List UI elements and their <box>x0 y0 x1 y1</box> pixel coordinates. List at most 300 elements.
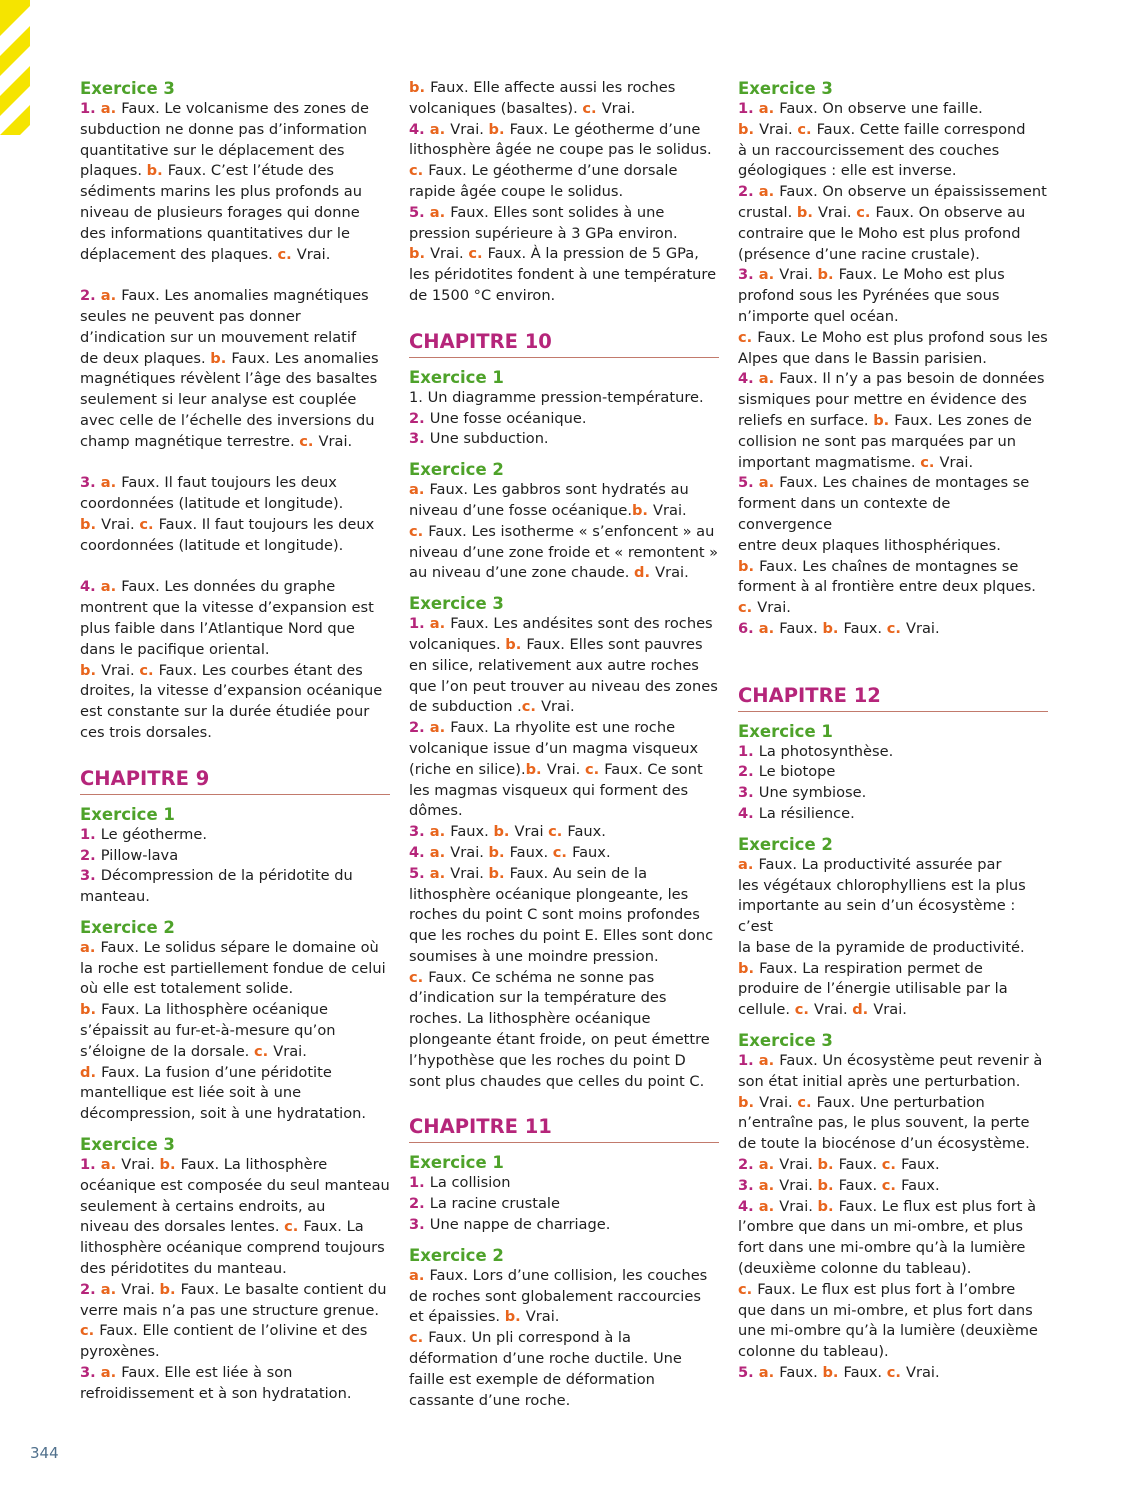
answer-letter: a. <box>758 1052 780 1070</box>
question-number: 1. <box>738 1052 759 1070</box>
answer-line <box>409 224 719 245</box>
answer-line <box>409 656 719 677</box>
answer-text: Faux. <box>450 823 494 841</box>
answer-text: Faux. Il n’y a pas besoin de données <box>779 370 1045 388</box>
answer-line <box>738 390 1048 411</box>
answer-text: Faux. La productivité assurée par <box>758 855 1002 873</box>
answer-line <box>409 1173 719 1194</box>
answer-text: Vrai. <box>541 698 575 716</box>
question-number: 2. <box>738 1156 759 1174</box>
chapter-heading: CHAPITRE 11 <box>409 1114 719 1143</box>
answer-text: plus faible dans l’Atlantique Nord que <box>80 619 355 637</box>
answer-line <box>409 265 719 286</box>
answer-text: volcanique issue d’un magma visqueux <box>409 739 699 757</box>
answer-line <box>80 515 390 536</box>
answer-text: Vrai. <box>296 245 331 263</box>
answer-letter: c. <box>738 599 758 617</box>
answer-text: faille est exemple de déformation <box>409 1370 655 1388</box>
answer-line <box>738 286 1048 307</box>
answer-letter: a. <box>100 474 122 492</box>
answer-letter: a. <box>429 843 451 861</box>
answer-text: Vrai. <box>450 843 489 861</box>
answer-letter: a. <box>100 578 122 596</box>
answer-text: niveau d’une zone froide et « remontent » <box>409 543 719 561</box>
answer-line <box>738 598 1048 619</box>
answer-text: que dans un mi-ombre, et plus fort dans <box>738 1301 1033 1319</box>
answer-letter: b. <box>146 162 168 180</box>
answer-line <box>409 1307 719 1328</box>
answer-text: Vrai. <box>779 1176 818 1194</box>
answer-line <box>80 432 390 453</box>
answer-letter: c. <box>794 1001 814 1019</box>
answer-line <box>80 224 390 245</box>
answer-text: à un raccourcissement des couches <box>738 141 1000 159</box>
answer-text: les péridotites fondent à une température <box>409 266 717 284</box>
answer-text: Faux. Les données du graphe <box>121 578 336 596</box>
answer-line <box>80 307 390 328</box>
answer-line <box>80 286 390 307</box>
answer-text: sédiments marins les plus profonds au <box>80 183 362 201</box>
answer-text: Faux. Un écosystème peut revenir à <box>779 1052 1043 1070</box>
answer-text: géologiques : elle est inverse. <box>738 162 957 180</box>
answer-line <box>409 286 719 307</box>
exercise-heading: Exercice 1 <box>738 721 833 741</box>
answer-text: Faux. Elles sont solides à une <box>450 203 665 221</box>
question-number: 1. <box>80 825 101 843</box>
answer-letter: a. <box>758 474 780 492</box>
answer-letter: b. <box>505 635 527 653</box>
answer-text: Vrai. <box>121 1156 160 1174</box>
answer-text: Faux. Le solidus sépare le domaine où <box>100 938 379 956</box>
answer-text: Faux. Le flux est plus fort à <box>838 1197 1037 1215</box>
answer-text: La résilience. <box>758 804 855 822</box>
answer-line <box>80 1104 390 1125</box>
answer-text: Faux. <box>572 843 611 861</box>
answer-text: n’entraîne pas, le plus souvent, la perte <box>738 1114 1030 1132</box>
answer-text: Une symbiose. <box>758 784 867 802</box>
answer-text: sismiques pour mettre en évidence des <box>738 391 1027 409</box>
answer-text: Faux. Il faut toujours les deux <box>121 474 337 492</box>
answer-text: Faux. Le Moho est plus <box>838 266 1005 284</box>
answer-text: refroidissement et à son hydratation. <box>80 1384 352 1402</box>
answer-text: Vrai. <box>653 501 687 519</box>
answer-text: sont plus chaudes que celles du point C. <box>409 1072 705 1090</box>
answer-line <box>80 887 390 908</box>
answer-line <box>738 141 1048 162</box>
answer-letter: c. <box>409 522 429 540</box>
answer-line <box>738 1321 1048 1342</box>
answer-text: Vrai. <box>873 1001 907 1019</box>
exercise-heading: Exercice 1 <box>80 804 175 824</box>
answer-text: Faux. La lithosphère océanique <box>101 1001 329 1019</box>
answer-line <box>409 1072 719 1093</box>
question-number: 4. <box>738 370 759 388</box>
answer-letter: b. <box>159 1280 181 1298</box>
exercise-heading: Exercice 3 <box>738 79 833 98</box>
answer-line <box>409 244 719 265</box>
answer-letter: a. <box>758 183 780 201</box>
answer-text: la roche est partiellement fondue de celui <box>80 959 386 977</box>
question-number: 6. <box>738 619 759 637</box>
answer-text: Vrai. <box>779 1156 818 1174</box>
answer-text: Faux. <box>838 1156 882 1174</box>
answer-text: Faux. Le Moho est plus profond sous les <box>757 328 1048 346</box>
answer-line <box>409 161 719 182</box>
answer-line <box>738 876 1048 897</box>
answer-line <box>738 203 1048 224</box>
answer-text: Vrai. <box>939 453 974 471</box>
answer-line <box>80 1217 390 1238</box>
answer-letter: a. <box>100 1280 122 1298</box>
answer-text: Faux. <box>567 823 606 841</box>
answer-line <box>80 640 390 661</box>
question-number: 3. <box>738 784 759 802</box>
answer-line <box>80 959 390 980</box>
answer-text: plaques. <box>80 162 147 180</box>
answer-text: n’importe quel océan. <box>738 307 899 325</box>
answer-text: produire de l’énergie utilisable par la <box>738 980 1008 998</box>
answer-line <box>80 702 390 723</box>
answer-line <box>738 1342 1048 1363</box>
answer-line <box>738 762 1048 783</box>
answer-text: Faux. Les andésites sont des roches <box>450 615 713 633</box>
answer-letter: c. <box>409 162 429 180</box>
answer-letter: c. <box>797 120 817 138</box>
answer-letter: a. <box>100 287 122 305</box>
answer-text: Faux. Il faut toujours les deux <box>158 515 375 533</box>
answer-letter: b. <box>738 120 760 138</box>
answer-text: (riche en silice). <box>409 760 526 778</box>
answer-line <box>409 968 719 989</box>
answer-letter: d. <box>80 1063 102 1081</box>
answer-line <box>409 822 719 843</box>
answer-line <box>738 473 1048 494</box>
answer-line <box>80 369 390 390</box>
answer-text: La racine crustale <box>429 1195 560 1213</box>
answer-text: la base de la pyramide de productivité. <box>738 938 1025 956</box>
answer-letter: a. <box>429 719 451 737</box>
answer-text: Vrai. <box>450 120 489 138</box>
answer-letter: a. <box>758 370 780 388</box>
answer-line <box>80 203 390 224</box>
answer-text: Faux. <box>838 1176 882 1194</box>
answer-line <box>738 979 1048 1000</box>
answer-letter: a. <box>100 1364 122 1382</box>
answer-line <box>409 501 719 522</box>
question-number: 3. <box>80 867 101 885</box>
answer-text: coordonnées (latitude et longitude). <box>80 536 344 554</box>
answer-line <box>409 522 719 543</box>
answer-letter: c. <box>468 245 488 263</box>
answer-line <box>409 120 719 141</box>
answer-text: Faux. <box>509 843 553 861</box>
answer-text: contraire que le Moho est plus profond <box>738 224 1021 242</box>
answer-text: importante au sein d’un écosystème : c’est <box>738 897 1016 936</box>
exercise-heading: Exercice 3 <box>80 79 175 98</box>
answer-line <box>409 388 719 409</box>
answer-letter: a. <box>409 481 430 499</box>
answer-letter: c. <box>139 661 159 679</box>
paragraph-gap <box>738 640 1048 661</box>
answer-text: Faux. Le flux est plus fort à l’ombre <box>757 1280 1016 1298</box>
answer-letter: a. <box>429 823 451 841</box>
question-number: 3. <box>80 474 101 492</box>
answers-column-1 <box>80 78 390 1405</box>
answer-text: l’ombre que dans un mi-ombre, et plus <box>738 1218 1024 1236</box>
answer-line <box>409 543 719 564</box>
answer-text: Vrai. <box>101 661 140 679</box>
answer-line <box>738 1197 1048 1218</box>
answer-line <box>738 1176 1048 1197</box>
answer-text: Vrai. <box>601 99 636 117</box>
answer-line <box>80 1197 390 1218</box>
answer-text: seulement si leur analyse est couplée <box>80 391 357 409</box>
answer-letter: b. <box>631 501 654 519</box>
answer-text: des informations quantitatives dur le <box>80 224 350 242</box>
answer-text: magnétiques révèlent l’âge des basaltes <box>80 370 378 388</box>
paragraph-gap <box>80 557 390 578</box>
answer-letter: b. <box>80 515 102 533</box>
answer-line <box>80 846 390 867</box>
answer-letter: c. <box>881 1156 902 1174</box>
exercise-heading: Exercice 3 <box>80 1135 175 1155</box>
answer-text: Vrai. <box>757 599 791 617</box>
answer-letter: c. <box>552 843 573 861</box>
answer-text: entre deux plaques lithosphériques. <box>738 536 1001 554</box>
answer-text: Vrai. <box>121 1280 160 1298</box>
answer-letter: c. <box>856 203 876 221</box>
question-number: 2. <box>409 409 430 427</box>
answer-letter: b. <box>796 203 818 221</box>
answer-line <box>409 926 719 947</box>
answer-text: lithosphère océanique plongeante, les <box>409 885 689 903</box>
answer-text: Vrai. <box>655 564 689 582</box>
answer-line <box>80 1063 390 1084</box>
answer-text: d’indication sur la température des <box>409 989 667 1007</box>
answer-letter: b. <box>488 864 510 882</box>
answer-letter: b. <box>504 1308 526 1326</box>
answer-text: Faux. Les anomalies magnétiques <box>121 287 369 305</box>
answer-text: important magmatisme. <box>738 453 921 471</box>
answer-text: roches. La lithosphère océanique <box>409 1010 651 1028</box>
answer-letter: a. <box>758 1364 780 1382</box>
answer-line <box>409 988 719 1009</box>
answer-letter: a. <box>100 1156 122 1174</box>
answer-line <box>80 473 390 494</box>
answer-line <box>80 723 390 744</box>
question-number: 4. <box>738 804 759 822</box>
answer-line <box>80 120 390 141</box>
answer-line <box>80 411 390 432</box>
answer-text: Faux. Les anomalies <box>231 349 379 367</box>
answer-text: Faux. La rhyolite est une roche <box>450 719 676 737</box>
answer-text: d’indication sur un mouvement relatif <box>80 328 357 346</box>
answer-line <box>409 739 719 760</box>
answer-text: pyroxènes. <box>80 1343 160 1361</box>
answer-letter: a. <box>429 203 451 221</box>
answer-text: les végétaux chlorophylliens est la plus <box>738 876 1026 894</box>
answer-letter: c. <box>409 968 429 986</box>
answer-letter: b. <box>822 619 844 637</box>
answer-text: Faux. Les courbes étant des <box>158 661 363 679</box>
answer-letter: b. <box>210 349 232 367</box>
answer-line <box>409 885 719 906</box>
answer-text: champ magnétique terrestre. <box>80 432 300 450</box>
answer-line <box>80 661 390 682</box>
answer-line <box>409 1051 719 1072</box>
answer-line <box>80 182 390 203</box>
answer-text: de roches sont globalement raccourcies <box>409 1287 701 1305</box>
answer-letter: c. <box>409 1329 429 1347</box>
answer-line <box>738 855 1048 876</box>
answer-line <box>409 801 719 822</box>
answer-line <box>409 429 719 450</box>
answer-text: Faux. Elle contient de l’olivine et des <box>99 1322 368 1340</box>
answers-column-2 <box>409 78 719 1411</box>
answer-line <box>80 619 390 640</box>
answer-text: volcaniques. <box>409 635 506 653</box>
answer-text: de deux plaques. <box>80 349 211 367</box>
answer-text: Vrai. <box>813 1001 853 1019</box>
paragraph-gap <box>80 265 390 286</box>
answer-letter: c. <box>139 515 159 533</box>
answer-text: Vrai. <box>817 203 857 221</box>
exercise-heading: Exercice 1 <box>409 367 504 387</box>
answer-text: lithosphère âgée ne coupe pas le solidus. <box>409 141 712 159</box>
answer-text: Faux. <box>843 1364 887 1382</box>
answer-text: Le biotope <box>758 763 836 781</box>
answer-line <box>409 760 719 781</box>
answer-line <box>738 182 1048 203</box>
answer-line <box>738 99 1048 120</box>
answer-line <box>80 1238 390 1259</box>
answer-line <box>738 804 1048 825</box>
exercise-heading: Exercice 2 <box>409 460 504 480</box>
answer-line <box>409 203 719 224</box>
answer-letter: d. <box>634 564 656 582</box>
answer-text: La photosynthèse. <box>758 742 894 760</box>
answer-text: Vrai. <box>905 1364 940 1382</box>
answer-text: Une subduction. <box>429 430 549 448</box>
answer-line <box>409 409 719 430</box>
answer-letter: c. <box>886 1364 906 1382</box>
question-number: 5. <box>409 864 430 882</box>
exercise-heading: Exercice 3 <box>738 1031 833 1051</box>
answer-line <box>409 1349 719 1370</box>
answer-line <box>80 1176 390 1197</box>
answer-letter: a. <box>758 1156 780 1174</box>
answer-text: 1. Un diagramme pression-température. <box>409 388 704 406</box>
answer-letter: c. <box>797 1093 817 1111</box>
question-number: 2. <box>738 763 759 781</box>
answer-line <box>738 245 1048 266</box>
answer-text: Faux. <box>843 619 887 637</box>
answer-line <box>738 783 1048 804</box>
question-number: 5. <box>738 1364 759 1382</box>
question-number: 3. <box>409 823 430 841</box>
answer-letter: b. <box>817 266 839 284</box>
answer-line <box>738 742 1048 763</box>
answer-text: collision ne sont pas marquées par un <box>738 432 1017 450</box>
answer-letter: c. <box>738 328 758 346</box>
answer-text: s’épaissit au fur-et-à-mesure qu’on <box>80 1022 336 1040</box>
answer-text: Faux. Ce sont <box>604 760 703 778</box>
question-number: 2. <box>409 1195 430 1213</box>
answer-text: Vrai. <box>450 864 489 882</box>
answer-text: Vrai. <box>546 760 585 778</box>
answer-text: colonne du tableau). <box>738 1343 889 1361</box>
answer-line <box>738 1113 1048 1134</box>
answer-text: fort dans une mi-ombre qu’à la lumière <box>738 1239 1026 1257</box>
answer-text: Vrai. <box>759 1093 798 1111</box>
answer-letter: c. <box>521 698 542 716</box>
question-number: 1. <box>409 1174 430 1192</box>
question-number: 5. <box>409 203 430 221</box>
answer-text: ces trois dorsales. <box>80 723 212 741</box>
answer-line <box>738 1051 1048 1072</box>
answer-line <box>80 245 390 266</box>
answer-line <box>738 494 1048 536</box>
answer-line <box>738 328 1048 349</box>
answer-text: montrent que la vitesse d’expansion est <box>80 599 374 617</box>
answer-text: subduction ne donne pas d’information <box>80 120 368 138</box>
answer-line <box>738 896 1048 938</box>
answer-letter: b. <box>488 120 510 138</box>
question-number: 4. <box>409 843 430 861</box>
answer-line <box>409 697 719 718</box>
answer-line <box>409 1009 719 1030</box>
answer-line <box>738 1238 1048 1259</box>
question-number: 4. <box>80 578 101 596</box>
answer-line <box>409 1328 719 1349</box>
question-number: 2. <box>80 846 101 864</box>
answer-letter: c. <box>582 99 602 117</box>
question-number: 3. <box>409 1216 430 1234</box>
answer-line <box>738 1000 1048 1021</box>
answer-line <box>409 864 719 885</box>
question-number: 1. <box>409 615 430 633</box>
answer-text: de toute la biocénose d’un écosystème. <box>738 1135 1030 1153</box>
answer-text: Vrai. <box>273 1042 307 1060</box>
answer-line <box>409 1266 719 1287</box>
chapter-heading: CHAPITRE 9 <box>80 766 390 795</box>
answer-letter: b. <box>817 1176 839 1194</box>
answer-line <box>409 1391 719 1412</box>
answer-letter: a. <box>738 855 759 873</box>
answer-line <box>738 369 1048 390</box>
answer-line <box>80 1363 390 1384</box>
answer-text: avec celle de l’échelle des inversions du <box>80 411 375 429</box>
answer-line <box>80 1083 390 1104</box>
answer-line <box>738 1301 1048 1322</box>
answer-line <box>409 140 719 161</box>
answer-text: plongeante étant froide, on peut émettre <box>409 1031 710 1049</box>
answer-letter: b. <box>80 661 102 679</box>
answer-line <box>80 1384 390 1405</box>
question-number: 1. <box>80 1156 101 1174</box>
answer-line <box>409 1215 719 1236</box>
question-number: 1. <box>738 742 759 760</box>
answer-text: que les roches du point E. Elles sont donc <box>409 927 714 945</box>
answer-letter: b. <box>873 411 895 429</box>
answer-text: océanique est composée du seul manteau <box>80 1176 390 1194</box>
answer-text: Vrai. <box>779 266 818 284</box>
exercise-heading: Exercice 2 <box>80 917 175 937</box>
answer-text: Faux. Elle est liée à son <box>121 1364 293 1382</box>
answer-line <box>738 1093 1048 1114</box>
answer-text: Faux. <box>779 619 823 637</box>
answer-text: Faux. Ce schéma ne sonne pas <box>428 968 655 986</box>
